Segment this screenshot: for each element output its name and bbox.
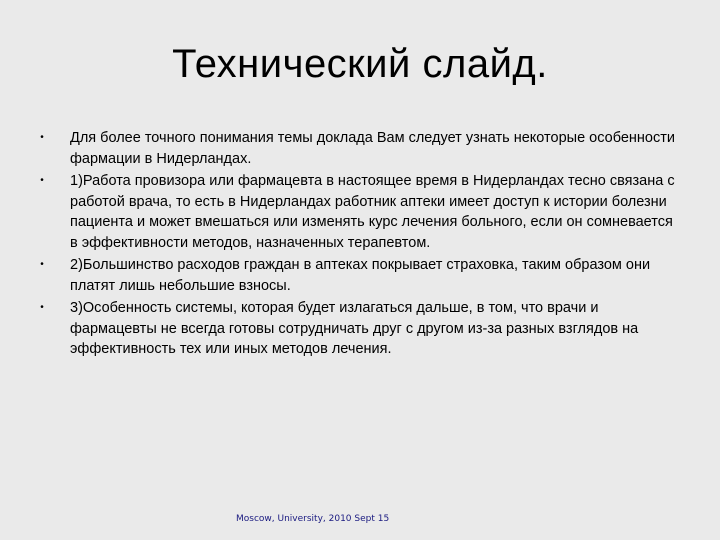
bullet-item <box>36 298 676 360</box>
bullet-dot-icon: • <box>40 259 44 270</box>
bullet-dot-icon: • <box>40 175 44 186</box>
slide-footer: Moscow, University, 2010 Sept 15 <box>236 514 390 524</box>
bullet-item <box>36 255 676 296</box>
bullet-item <box>36 171 676 253</box>
slide-title: Технический слайд. <box>172 42 548 86</box>
bullet-text: Для более точного понимания темы доклада Вам следует узнать некоторые особенности фармации в Нидерландах. <box>70 130 675 167</box>
bullet-text: 2)Большинство расходов граждан в аптеках покрывает страховка, таким образом они платят лишь небольшие взносы. <box>70 257 651 294</box>
bullet-item <box>36 128 676 169</box>
bullet-list <box>36 128 676 362</box>
bullet-text: 1)Работа провизора или фармацевта в настоящее время в Нидерландах тесно связана с работой врача, то есть в Нидерландах работник аптеки имеет доступ к истории болезни пациента и может вмешаться или изменять курс лечения больного, если он сомневается в эффективности методов, назначенных терапевтом. <box>70 173 675 251</box>
bullet-dot-icon: • <box>40 132 44 143</box>
bullet-dot-icon: • <box>40 302 44 313</box>
bullet-text: 3)Особенность системы, которая будет излагаться дальше, в том, что врачи и фармацевты не всегда готовы сотрудничать друг с другом из-за разных взглядов на эффективность тех или иных методов лечения. <box>70 300 639 357</box>
